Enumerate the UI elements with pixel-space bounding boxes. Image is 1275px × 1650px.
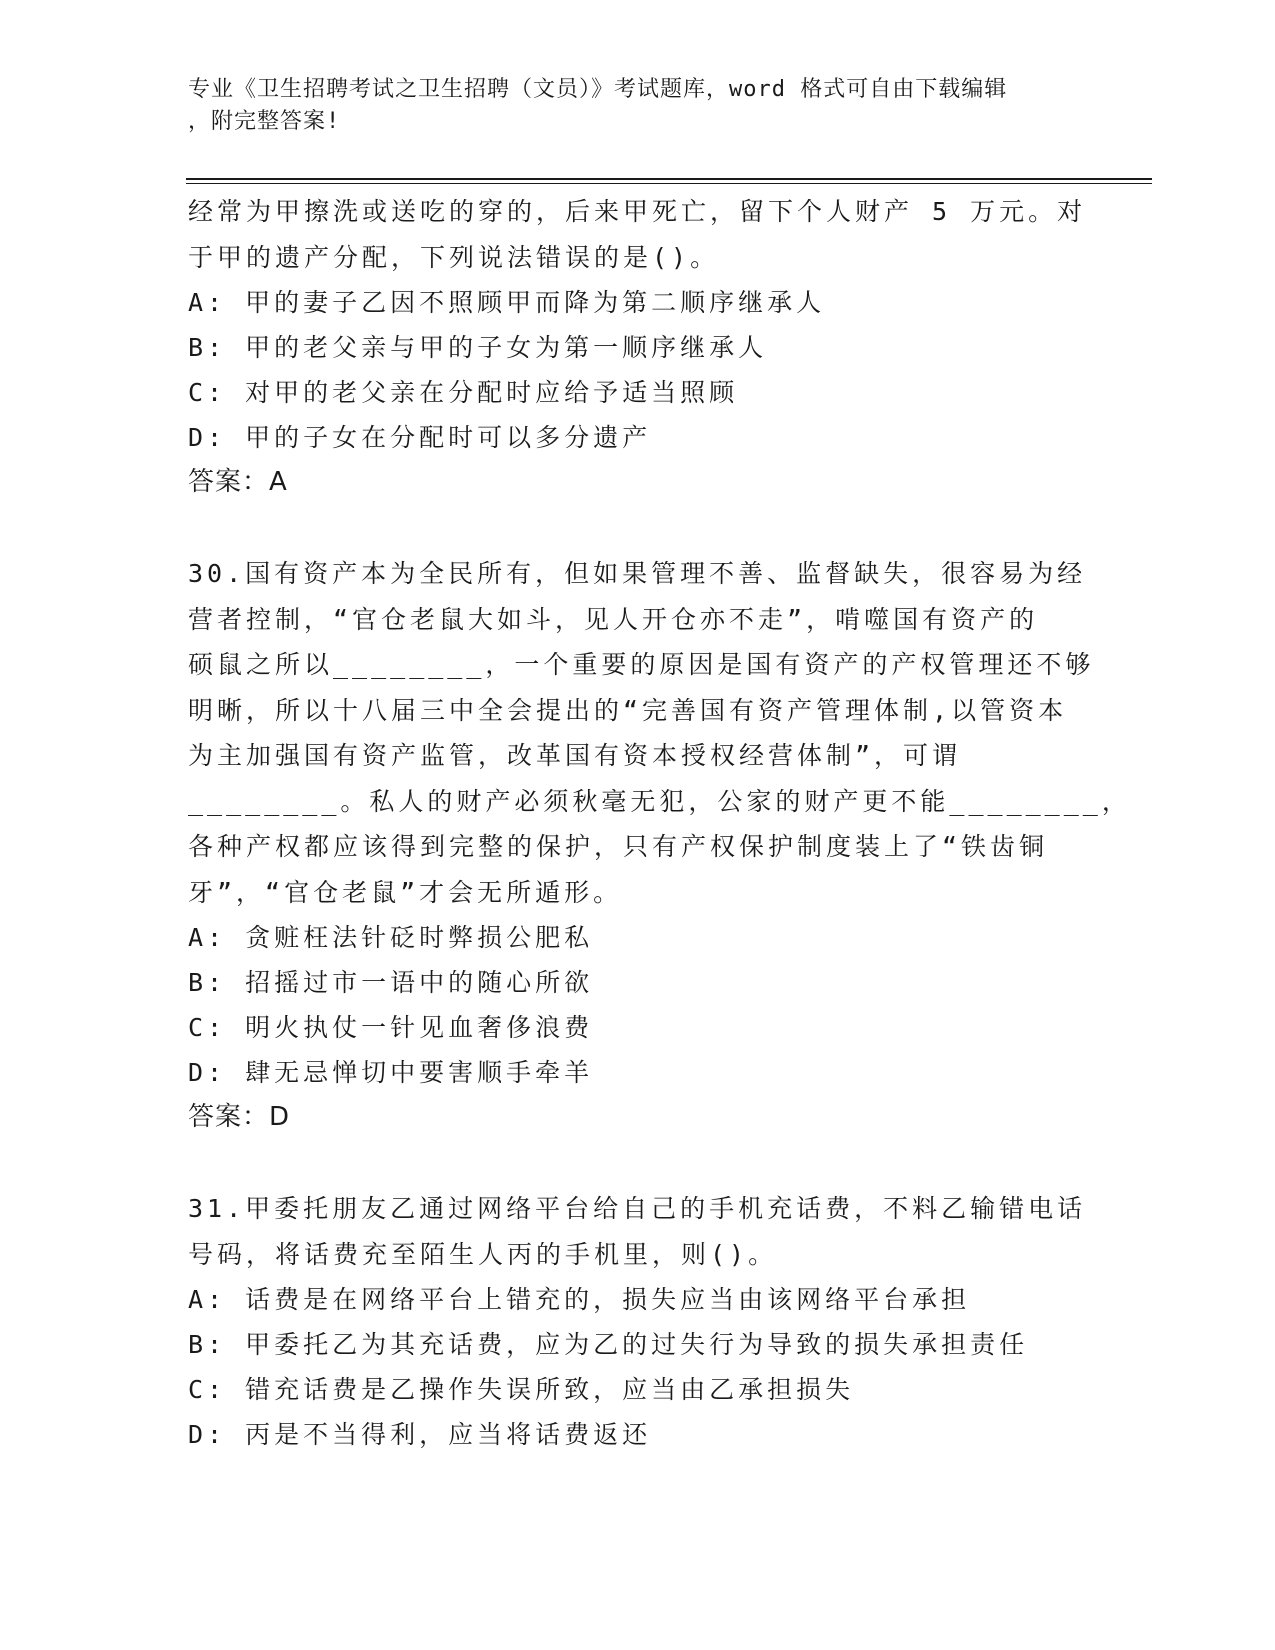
option-a: A: 贪赃枉法针砭时弊损公肥私	[188, 923, 594, 952]
option-a: A: 话费是在网络平台上错充的，损失应当由该网络平台承担	[188, 1285, 971, 1314]
option-a: A: 甲的妻子乙因不照顾甲而降为第二顺序继承人	[188, 288, 826, 317]
option-d: D: 肆无忌惮切中要害顺手牵羊	[188, 1058, 594, 1087]
question-text-line: 30.国有资产本为全民所有，但如果管理不善、监督缺失，很容易为经	[188, 559, 1087, 588]
page-header	[188, 74, 1068, 138]
question-content	[188, 189, 1131, 1457]
question-30	[188, 551, 1131, 1140]
option-b: B: 招摇过市一语中的随心所欲	[188, 968, 594, 997]
option-d: D: 甲的子女在分配时可以多分遗产	[188, 423, 652, 452]
spacer	[188, 1140, 1088, 1186]
answer-line: 答案：A	[188, 467, 288, 497]
question-text-line: 营者控制，“官仓老鼠大如斗，见人开仓亦不走”，啃噬国有资产的	[188, 604, 1039, 634]
option-d: D: 丙是不当得利，应当将话费返还	[188, 1420, 652, 1449]
header-divider	[186, 178, 1152, 184]
question-text-line: 号码，将话费充至陌生人丙的手机里，则()。	[188, 1239, 778, 1269]
option-c: C: 错充话费是乙操作失误所致，应当由乙承担损失	[188, 1375, 855, 1404]
question-text-line: 31.甲委托朋友乙通过网络平台给自己的手机充话费，不料乙输错电话	[188, 1194, 1087, 1223]
question-text-line: 经常为甲擦洗或送吃的穿的，后来甲死亡，留下个人财产 5 万元。对	[188, 197, 1087, 226]
header-title-line-1: 专业《卫生招聘考试之卫生招聘（文员）》考试题库，word 格式可自由下载编辑	[188, 77, 1008, 102]
answer-line: 答案：D	[188, 1102, 291, 1132]
question-text-line: 于甲的遗产分配，下列说法错误的是()。	[188, 242, 720, 272]
question-29	[188, 189, 1088, 505]
spacer	[188, 505, 1088, 551]
question-text-line: 牙”，“官仓老鼠”才会无所遁形。	[188, 877, 623, 907]
question-text-line: 各种产权都应该得到完整的保护，只有产权保护制度装上了“铁齿铜	[188, 832, 1049, 861]
option-c: C: 明火执仗一针见血奢侈浪费	[188, 1013, 594, 1042]
option-c: C: 对甲的老父亲在分配时应给予适当照顾	[188, 378, 739, 407]
question-text-line: ________。私人的财产必须秋毫无犯，公家的财产更不能________，	[188, 786, 1131, 816]
question-31	[188, 1186, 1088, 1457]
header-title-line-2: ，附完整答案!	[188, 109, 341, 134]
question-text-line: 明晰，所以十八届三中全会提出的“完善国有资产管理体制,以管资本	[188, 695, 1068, 725]
option-b: B: 甲的老父亲与甲的子女为第一顺序继承人	[188, 333, 768, 362]
question-text-line: 硕鼠之所以________，一个重要的原因是国有资产的产权管理还不够	[188, 650, 1095, 679]
option-b: B: 甲委托乙为其充话费，应为乙的过失行为导致的损失承担责任	[188, 1330, 1029, 1359]
question-text-line: 为主加强国有资产监管，改革国有资本授权经营体制”，可谓	[188, 741, 962, 770]
